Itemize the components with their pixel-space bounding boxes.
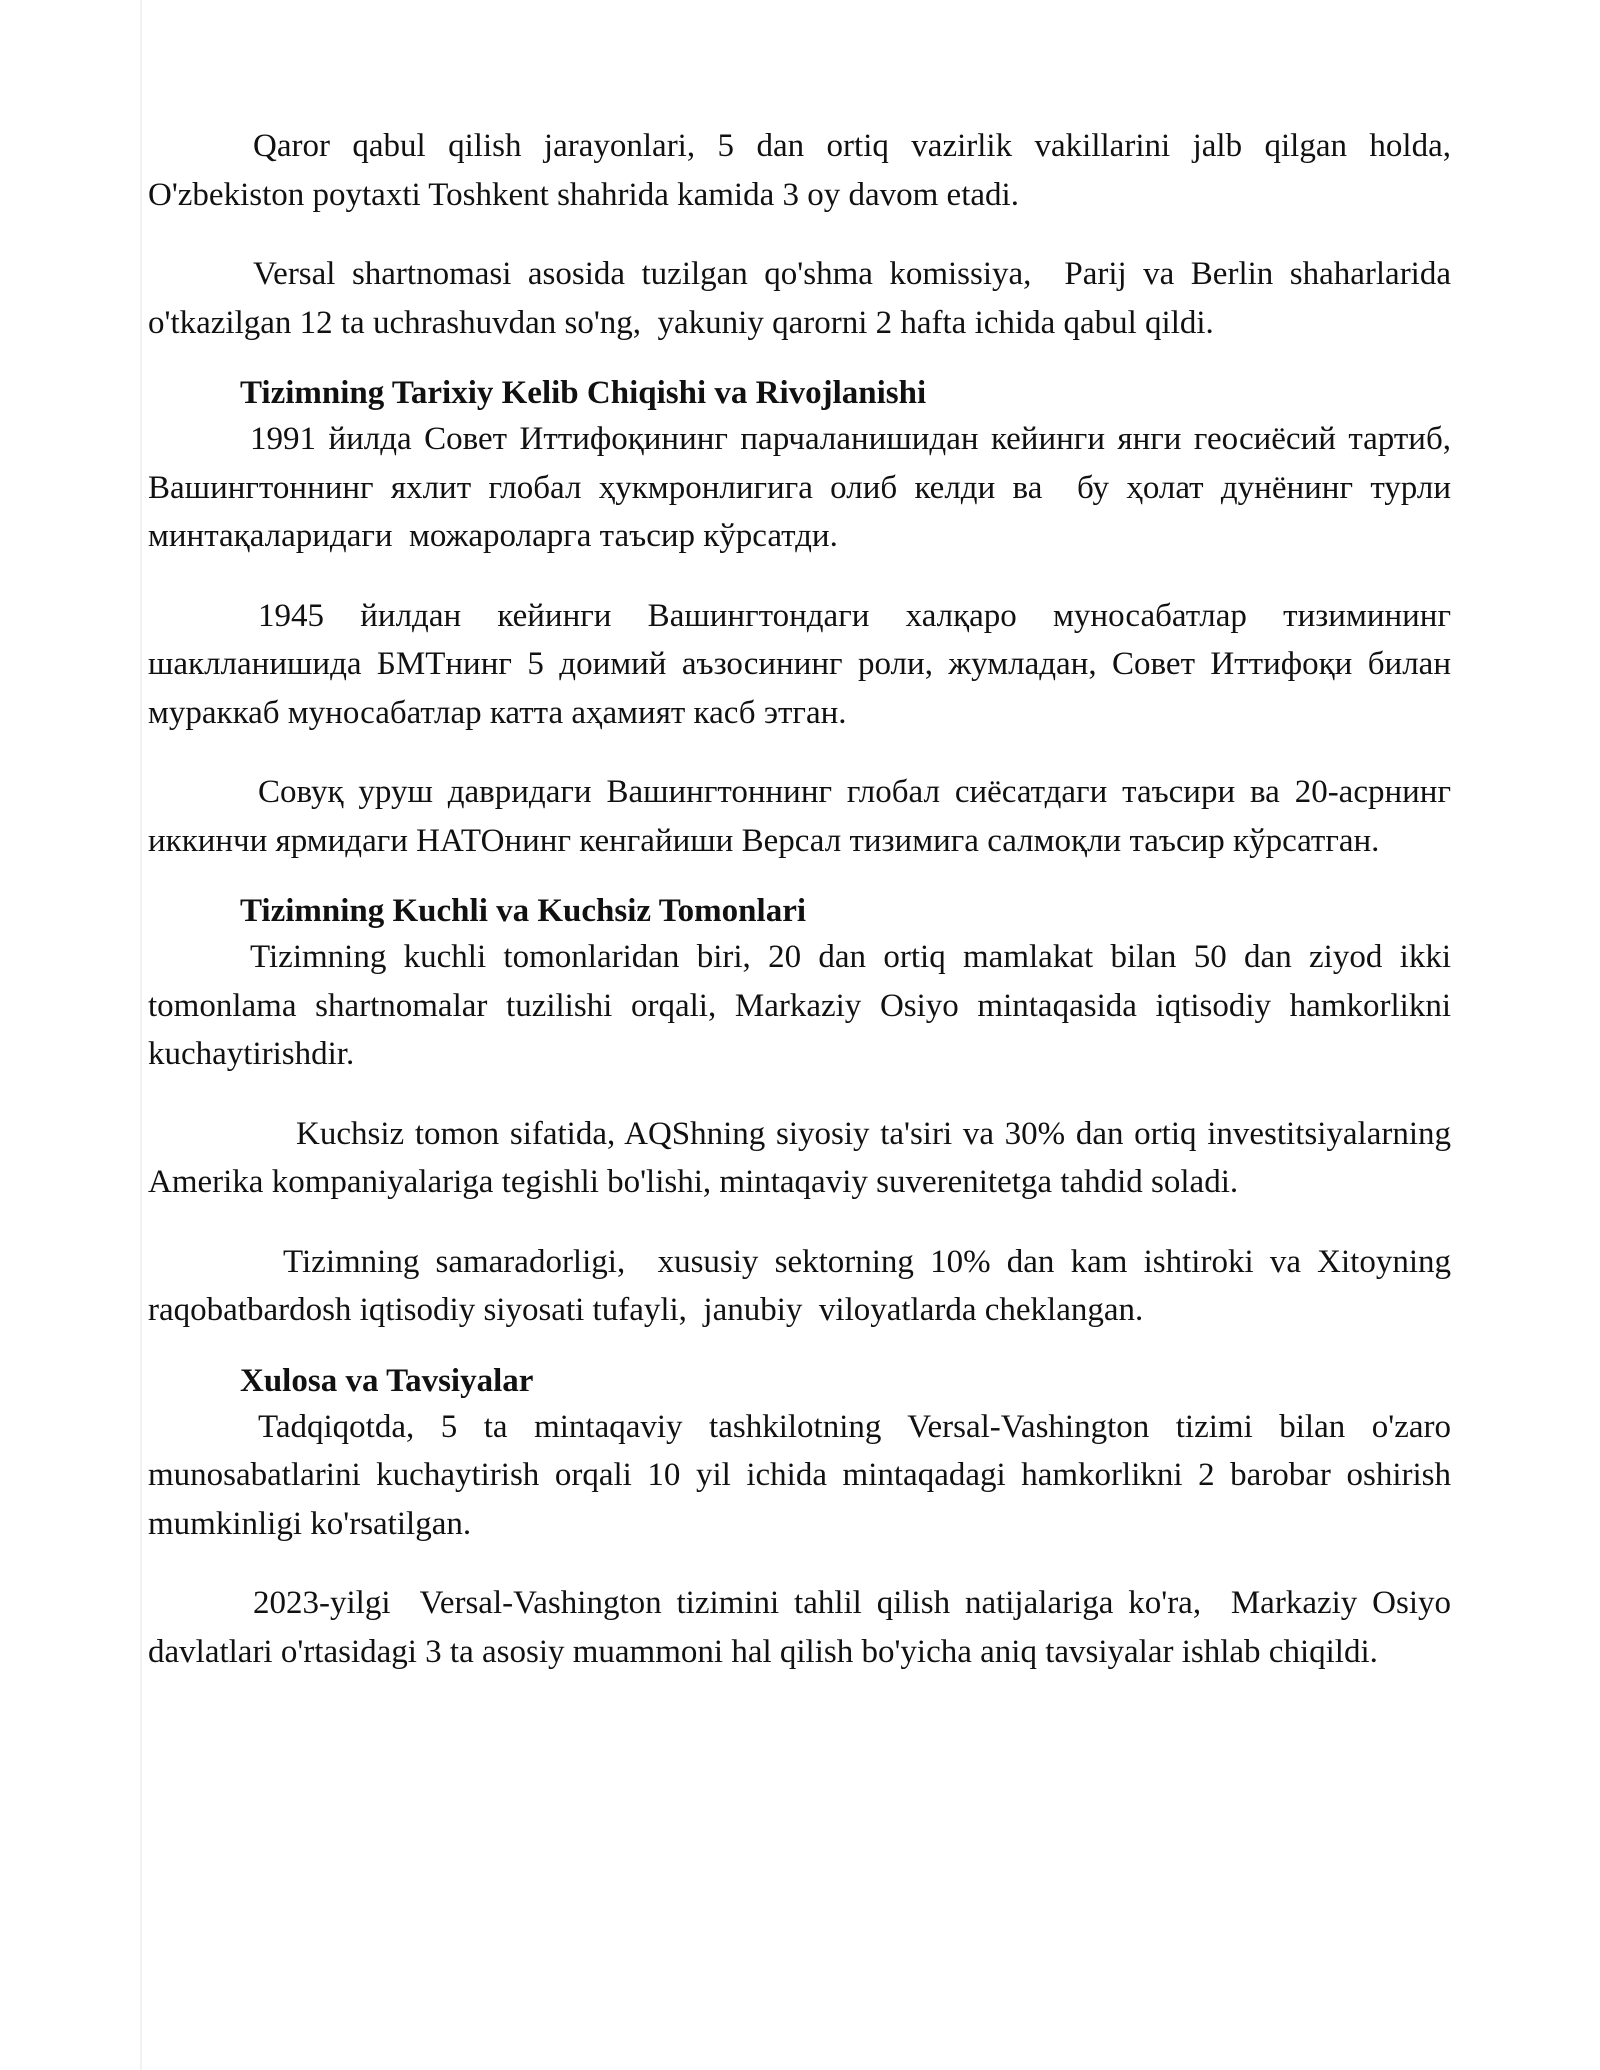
page-margin-edge (140, 0, 142, 2070)
paragraph-history-1: 1991 йилда Совет Иттифоқининг парчаланишидан кейинги янги геосиёсий тартиб, Вашингтоннинг яхлит глобал ҳукмронлигига олиб келди ва бу ҳолат дунёнинг турли минтақаларидаги можароларга таъсир кўрсатди. (148, 421, 1460, 554)
paragraph-intro-2: Versal shartnomasi asosida tuzilgan qo'shma komissiya, Parij va Berlin shaharlarida o'tkazilgan 12 ta uchrashuvdan so'ng, yakuniy qarorni 2 hafta ichida qabul qildi. (148, 256, 1460, 341)
paragraph-conclusion-1: Tadqiqotda, 5 ta mintaqaviy tashkilotning Versal-Vashington tizimi bilan o'zaro munosabatlarini kuchaytirish orqali 10 yil ichida mintaqadagi hamkorlikni 2 barobar oshirish mumkinligi ko'rsatilgan. (148, 1408, 1460, 1542)
paragraph-intro-1: Qaror qabul qilish jarayonlari, 5 dan ortiq vazirlik vakillarini jalb qilgan holda, O'zbekiston poytaxti Toshkent shahrida kamida 3 oy davom etadi. (148, 128, 1460, 213)
section-heading-history: Tizimning Tarixiy Kelib Chiqishi va Rivojlanishi (240, 375, 927, 411)
paragraph-strengths-2: Kuchsiz tomon sifatida, AQShning siyosiy ta'siri va 30% dan ortiq investitsiyalarning Amerika kompaniyalariga tegishli bo'lishi, mintaqaviy suverenitetga tahdid soladi. (148, 1115, 1468, 1200)
paragraph-strengths-1: Tizimning kuchli tomonlaridan biri, 20 dan ortiq mamlakat bilan 50 dan ziyod ikki tomonlama shartnomalar tuzilishi orqali, Markaziy Osiyo mintaqasida iqtisodiy hamkorlikni kuchaytirishdir. (148, 939, 1460, 1072)
document-body (148, 122, 1468, 1707)
paragraph-history-3: Совуқ уруш давридаги Вашингтоннинг глобал сиёсатдаги таъсири ва 20-асрнинг иккинчи ярмидаги НАТОнинг кенгайиши Версал тизимига салмоқли таъсир кўрсатган. (148, 774, 1460, 859)
section-heading-strengths: Tizimning Kuchli va Kuchsiz Tomonlari (240, 893, 807, 929)
paragraph-conclusion-2: 2023-yilgi Versal-Vashington tizimini tahlil qilish natijalariga ko'ra, Markaziy Osiyo davlatlari o'rtasidagi 3 ta asosiy muammoni hal qilish bo'yicha aniq tavsiyalar ishlab chiqildi. (148, 1585, 1460, 1670)
section-heading-conclusion: Xulosa va Tavsiyalar (240, 1362, 534, 1399)
paragraph-history-2: 1945 йилдан кейинги Вашингтондаги халқаро муносабатлар тизимининг шаклланишида БМТнинг 5 доимий аъзосининг роли, жумладан, Совет Иттифоқи билан мураккаб муносабатлар катта аҳамият касб этган. (148, 597, 1460, 731)
paragraph-strengths-3: Tizimning samaradorligi, xususiy sektorning 10% dan kam ishtiroki va Xitoyning raqobatbardosh iqtisodiy siyosati tufayli, janubiy viloyatlarda cheklangan. (148, 1243, 1460, 1328)
